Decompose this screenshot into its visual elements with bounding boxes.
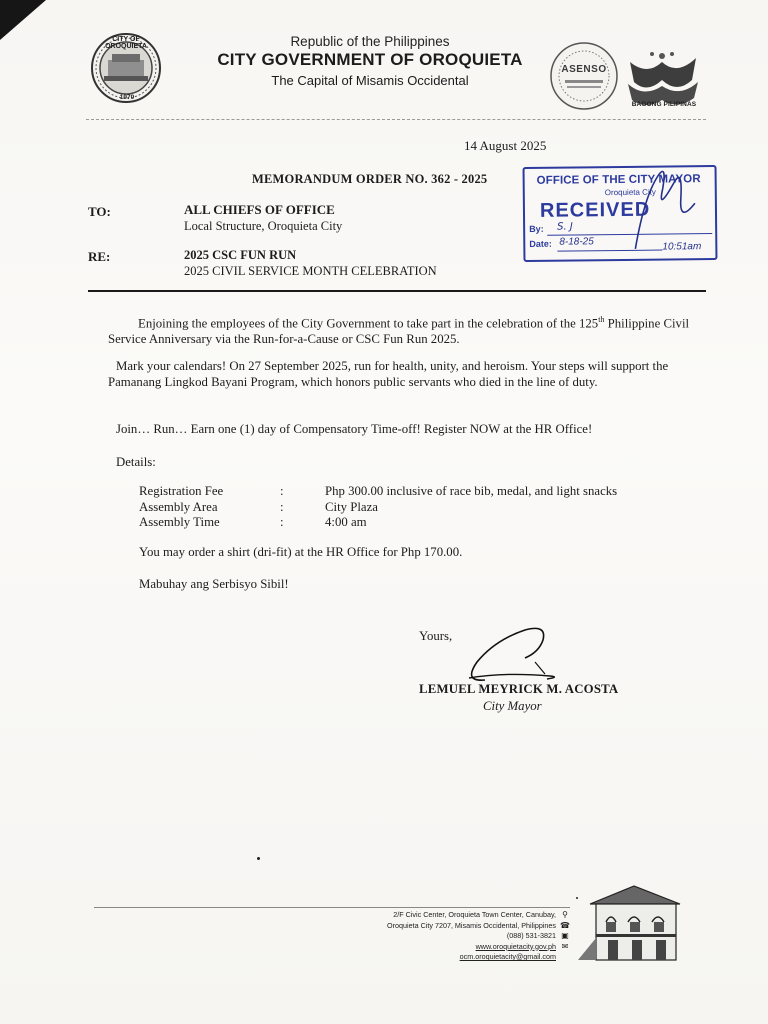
footer-email[interactable]: ocm.oroquietacity@gmail.com [459, 952, 556, 961]
email-icon: ✉ [561, 941, 569, 951]
scan-speck [257, 857, 260, 860]
detail-colon: : [280, 499, 284, 514]
stamp-time-value: 10:51am [662, 241, 702, 253]
detail-label: Assembly Area [139, 499, 218, 514]
details-heading: Details: [116, 455, 156, 469]
signer-name: LEMUEL MEYRICK M. ACOSTA [419, 682, 619, 696]
paragraph-1-b: Philippine Civil Service Anniversary via the Run-for-a-Cause or CSC Fun Run 2025. [108, 316, 690, 347]
left-seal-text: CITY OF OROQUIETA [105, 36, 147, 50]
stamp-received: RECEIVED [539, 198, 651, 222]
detail-colon: : [280, 484, 284, 498]
footer-contact [330, 910, 556, 963]
stamp-by-label: By: [529, 223, 544, 234]
subject-rule [88, 290, 706, 292]
scan-corner-shadow [0, 0, 46, 40]
footer-address-1: 2/F Civic Center, Oroquieta Town Center, Canubay, [393, 910, 556, 919]
stamp-by-value: S. J [557, 221, 573, 233]
paragraph-1-a: Enjoining the employees of the City Government to take part in the celebration of the 125 [138, 316, 599, 331]
paragraph-3: Join… Run… Earn one (1) day of Compensatory Time-off! Register NOW at the HR Office! [116, 422, 593, 436]
asenso-seal-logo [543, 40, 625, 112]
stamp-office: OFFICE OF THE CITY MAYOR [536, 173, 701, 187]
memo-title: MEMORANDUM ORDER NO. 362 - 2025 [252, 172, 488, 186]
footer-address-2: Oroquieta City 7207, Misamis Occidental, Philippines [387, 920, 556, 930]
received-stamp [523, 165, 718, 262]
paragraph-1 [108, 312, 708, 347]
detail-value: City Plaza [325, 499, 378, 514]
detail-value: Php 300.00 inclusive of race bib, medal, and light snacks [325, 484, 618, 498]
civic-center-building-icon [576, 882, 692, 964]
complimentary-close: Yours, [419, 629, 453, 643]
shirt-note: You may order a shirt (dri-fit) at the HR Office for Php 170.00. [139, 545, 463, 559]
detail-colon: : [280, 515, 284, 529]
re-label: RE: [88, 249, 111, 264]
paragraph-1-sup: th [598, 315, 605, 324]
to-label: TO: [88, 204, 111, 219]
to-recipient-sub: Local Structure, Oroquieta City [184, 219, 343, 233]
stamp-city: Oroquieta City [604, 187, 656, 198]
web-icon: ▣ [561, 931, 569, 940]
footer-website[interactable]: www.oroquietacity.gov.ph [475, 941, 556, 951]
letterhead [200, 34, 540, 88]
re-subject: 2025 CSC FUN RUN [184, 248, 297, 262]
city-government-title: CITY GOVERNMENT OF OROQUIETA [217, 50, 523, 69]
bagong-pilipinas-text: BAGONG PILIPINAS [631, 101, 697, 108]
stamp-date-label: Date: [529, 238, 552, 249]
phone-icon: ☎ [560, 920, 570, 930]
memo-date: 14 August 2025 [464, 138, 547, 153]
republic-line: Republic of the Philippines [290, 34, 450, 49]
footer-rule [94, 907, 570, 908]
footer-phone: (088) 531-3821 [506, 931, 556, 940]
detail-label: Assembly Time [139, 515, 220, 529]
signer-title: City Mayor [483, 699, 542, 713]
capital-line: The Capital of Misamis Occidental [271, 73, 469, 88]
asenso-seal-text: ASENSO [561, 64, 607, 75]
footer-icons [558, 910, 572, 952]
to-recipient: ALL CHIEFS OF OFFICE [184, 202, 335, 217]
detail-value: 4:00 am [325, 515, 367, 529]
header-divider [86, 119, 706, 120]
stamp-initials-signature [604, 153, 705, 254]
detail-label: Registration Fee [139, 484, 224, 498]
closing-line: Mabuhay ang Serbisyo Sibil! [139, 577, 289, 591]
location-pin-icon: ⚲ [562, 910, 568, 919]
left-seal-year: 1970 [119, 94, 135, 101]
re-subject-sub: 2025 CIVIL SERVICE MONTH CELEBRATION [184, 264, 437, 278]
stamp-date-value: 8-18-25 [559, 236, 594, 248]
paragraph-2: Mark your calendars! On 27 September 2025, run for health, unity, and heroism. Your steps will support the Pamanang Lingkod Bayani Program, which honors public servants who died in the line of duty. [108, 359, 669, 389]
